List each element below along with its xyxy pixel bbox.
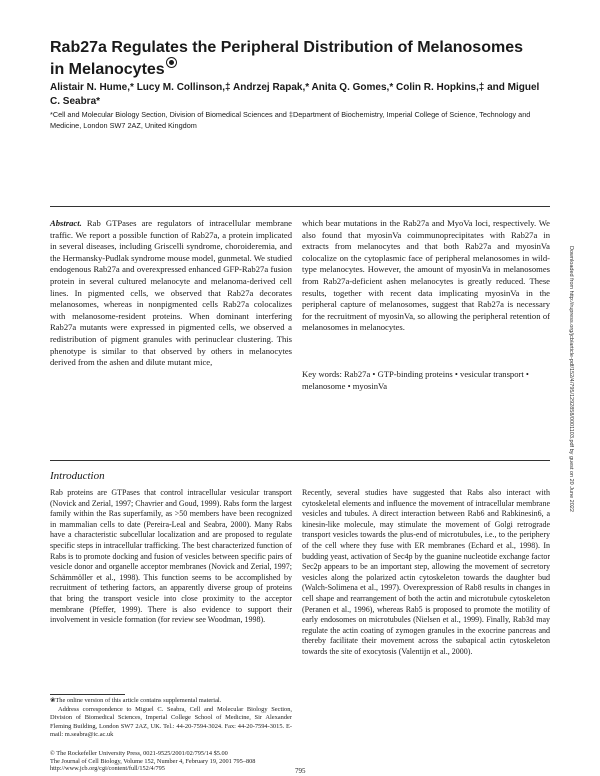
abstract-left-column: [50, 218, 292, 369]
footnote-rule: [50, 694, 125, 695]
keywords: Key words: Rab27a • GTP-binding proteins • vesicular transport • melanosome • myosinVa: [302, 369, 529, 391]
abstract-right-column: which bear mutations in the Rab27a and MyoVa loci, respectively. We also found that myosinVa coimmunoprecipitates with Rab27a in extracts from melanocytes and that both Rab27a and myosinVa colocalize on the cytoplasmic face of peripheral melanosomes in wild-type melanocytes. However, the amount of myosinVa in melanosomes from Rab27a-deficient ashen melanocytes is greatly reduced. These results, together with recent data implicating myosinVa in the peripheral capture of melanosomes, suggest that Rab27a is necessary for the recruitment of myosinVa, so allowing the peripheral retention of melanosomes in melanocytes.: [302, 218, 550, 333]
open-access-icon: [166, 57, 177, 68]
download-watermark: Downloaded from http://rupress.org/jcb/article-pdf/152/4/795/1292858/0001103.pdf by guest on 20 June 2022: [568, 246, 574, 512]
top-rule: [50, 206, 550, 207]
footnote-open-icon: ❀: [50, 697, 56, 704]
author-list: Alistair N. Hume,* Lucy M. Collinson,‡ Andrzej Rapak,* Anita Q. Gomes,* Colin R. Hopkins,‡ and Miguel C. Seabra*: [50, 82, 540, 107]
intro-heading: Introduction: [50, 470, 105, 482]
paper-title: [50, 38, 530, 79]
title-text: Rab27a Regulates the Peripheral Distribution of Melanosomes in Melanocytes: [50, 39, 523, 78]
section-rule: [50, 460, 550, 461]
affiliations: *Cell and Molecular Biology Section, Division of Biomedical Sciences and ‡Department of Biochemistry, Imperial College of Science, Technology and Medicine, London SW7 2AZ, United Kingdom: [50, 110, 531, 130]
footnote-online: ❀The online version of this article contains supplemental material.: [50, 697, 222, 704]
intro-right-column: Recently, several studies have suggested that Rabs also interact with cytoskeletal elements and influence the movement of intracellular membrane vesicles and tubules. A direct interaction between Rab6 and Rabkinesin6, a kinesin-like molecule, may stimulate the movement of Golgi retrograde transport vesicles towards the plus-end of microtubules, i.e., to the periphery of the cell where they fuse with ER membranes (Echard et al., 1998). In budding yeast, activation of Sec4p by the guanine nucleotide exchange factor Sec2p appears to be an important step, allowing the movement of secretory vesicles along the polarized actin cytoskeleton towards the daughter bud (Walch-Solimena et al., 1997). Overexpression of Rab8 results in changes in cell shape and rearrangement of both the actin and microtubule cytoskeleton (Peranen et al., 1996), whereas Rab5 is proposed to promote the motility of early endosomes on microtubules (Nielsen et al., 1999). Finally, Rab3d may regulate the actin coating of zymogen granules in the exocrine pancreas and thereby facilitate their movement across the subapical actin cytoskeleton towards the site of exocytosis (Valentijn et al., 2000).: [302, 488, 550, 656]
footnote-address: Address correspondence to Miguel C. Seabra, Cell and Molecular Biology Section, Division of Biomedical Sciences, Imperial College School of Medicine, Sir Alexander Fleming Building, London SW7 2AZ, UK. Tel.: 44-20-7594-3024. Fax: 44-20-7594-3015. E-mail: m.seabra@ic.ac.uk: [50, 705, 292, 738]
abstract-label: Abstract.: [50, 218, 82, 228]
footnotes: [50, 697, 292, 740]
footer-copyright: © The Rockefeller University Press, 0021-9525/2001/02/795/14 $5.00: [50, 750, 228, 757]
intro-left-column: Rab proteins are GTPases that control intracellular vesicular transport (Novick and Zerial, 1997; Chavrier and Goud, 1999). Rabs form the largest family within the Ras superfamily, as >50 members have been recognized in mammalian cells to date (Pereira-Leal and Seabra, 2000). Many Rabs have a characteristic subcellular localization and are proposed to regulate specific steps in intracellular trafficking. The best characterized function of Rabs is to promote docking and fusion of vesicles between specific pairs of vesicle donor and organelle acceptor membranes (Novick and Zerial, 1997; Schämmöller et al., 1998). This function seems to be accomplished by recruitment of tethering factors, an apparently diverse group of proteins that bring the transport vesicle into close proximity to the acceptor membrane (Pfeffer, 1999). There is also evidence to support their involvement in vesicle formation (for review see Woodman, 1998).: [50, 488, 292, 625]
footer-url[interactable]: http://www.jcb.org/cgi/content/full/152/4/795: [50, 765, 165, 773]
abstract-text-left: Rab GTPases are regulators of intracellular membrane traffic. We report a possible function of Rab27a, a protein implicated in several diseases, including Griscelli syndrome, choroideremia, and the Hermansky-Pudlak syndrome mouse model, gunmetal. We studied endogenous Rab27a and overexpressed enhanced GFP-Rab27a fusion protein in several cultured melanocyte and melanoma-derived cell lines. In pigmented cells, we observed that Rab27a decorates melanosomes, whereas in nonpigmented cells Rab27a colocalizes with melanosome-resident proteins. When dominant interfering Rab27a mutants were expressed in pigmented cells, we observed a redistribution of pigment granules with perinuclear clustering. This phenotype is similar to that observed by others in melanocytes derived from the ashen and dilute mutant mice,: [50, 218, 292, 368]
page-number: 795: [295, 767, 306, 775]
footer-citation: The Journal of Cell Biology, Volume 152, Number 4, February 19, 2001 795–808: [50, 757, 256, 765]
journal-footer: [50, 750, 320, 773]
